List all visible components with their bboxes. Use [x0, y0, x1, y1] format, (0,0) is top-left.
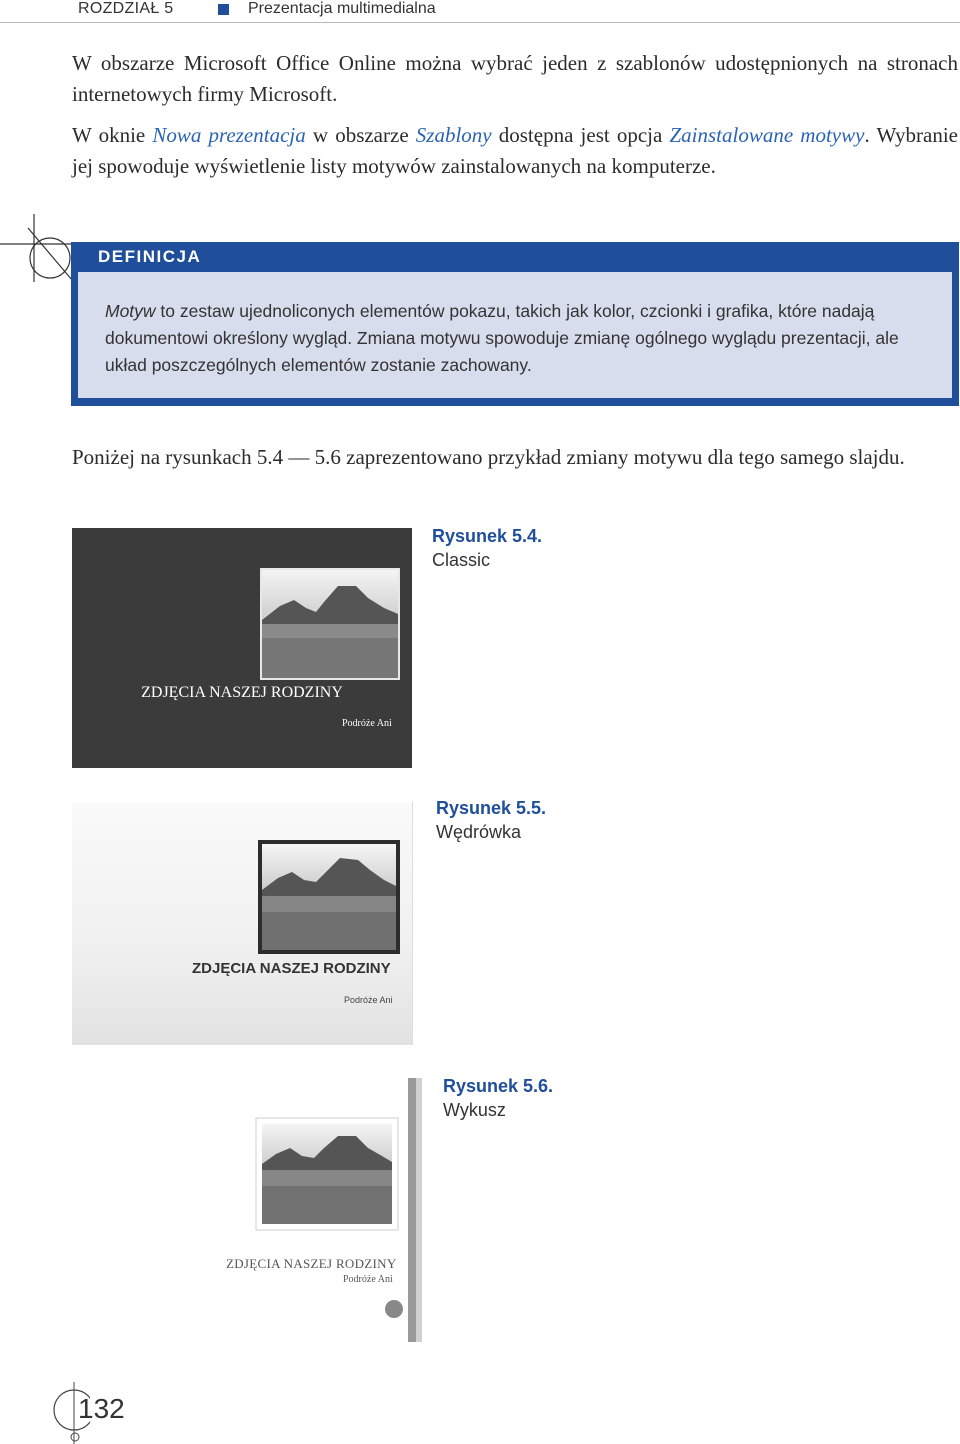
section-label: Prezentacja multimedialna [248, 0, 436, 17]
text-run: W oknie [72, 123, 153, 147]
definition-body: to zestaw ujednoliconych elementów pokazu, takich jak kolor, czcionki i grafika, które nadają dokumentowi określony wygląd. Zmiana motywu spowoduje zmianę ogólnego wyglądu prezentacji, ale układ poszczególnych elementów zostanie zachowany. [105, 301, 899, 375]
slide-title: ZDJĘCIA NASZEJ RODZINY [226, 1256, 397, 1271]
italic-term: Zainstalowane motywy [669, 123, 865, 147]
figure-5-5-title: Rysunek 5.5. [436, 798, 547, 818]
text-run: dostępna jest opcja [491, 123, 670, 147]
figure-5-6-title: Rysunek 5.6. [443, 1076, 554, 1096]
slide-photo [72, 528, 412, 768]
paragraph-3: Poniżej na rysunkach 5.4 — 5.6 zaprezentowano przykład zmiany motywu dla tego samego slajdu. [72, 445, 905, 469]
chapter-label: ROZDZIAŁ 5 [78, 0, 174, 17]
slide-wedrowka [72, 802, 413, 1045]
slide-subtitle: Podróże Ani [344, 995, 393, 1005]
paragraph-1: W obszarze Microsoft Office Online można wybrać jeden z szablonów udostępnionych na stronach internetowych firmy Microsoft. [72, 51, 958, 106]
header-rule [0, 22, 960, 23]
running-header [0, 0, 960, 22]
slide-classic [72, 528, 412, 768]
italic-term: Nowa prezentacja [152, 123, 306, 147]
slide-wykusz [72, 1078, 424, 1342]
slide-subtitle: Podróże Ani [343, 1274, 393, 1285]
slide-title: ZDJĘCIA NASZEJ RODZINY [192, 960, 391, 977]
slide-subtitle: Podróże Ani [342, 718, 392, 729]
figure-5-6-caption: Wykusz [443, 1100, 506, 1120]
italic-term: Szablony [415, 123, 492, 147]
text-run: w obszarze [305, 123, 416, 147]
figure-5-4-caption: Classic [432, 550, 491, 570]
slide-photo [72, 802, 412, 1045]
figure-5-4-title: Rysunek 5.4. [432, 526, 543, 546]
definition-crosshair-icon [0, 214, 80, 282]
definition-text [105, 298, 923, 379]
figure-5-5-caption: Wędrówka [436, 822, 522, 842]
definition-term: Motyw [105, 301, 156, 321]
header-square-icon [218, 4, 229, 15]
page-number: 132 [78, 1393, 125, 1424]
definition-box [71, 242, 959, 406]
paragraph-2 [72, 120, 958, 182]
slide-photo [72, 1078, 424, 1342]
text-run: . Wybranie jej spowoduje wyświetlenie listy motywów zainstalowanych na komputerze. [72, 123, 959, 178]
definition-label: DEFINICJA [98, 247, 202, 266]
slide-title: ZDJĘCIA NASZEJ RODZINY [141, 684, 343, 701]
